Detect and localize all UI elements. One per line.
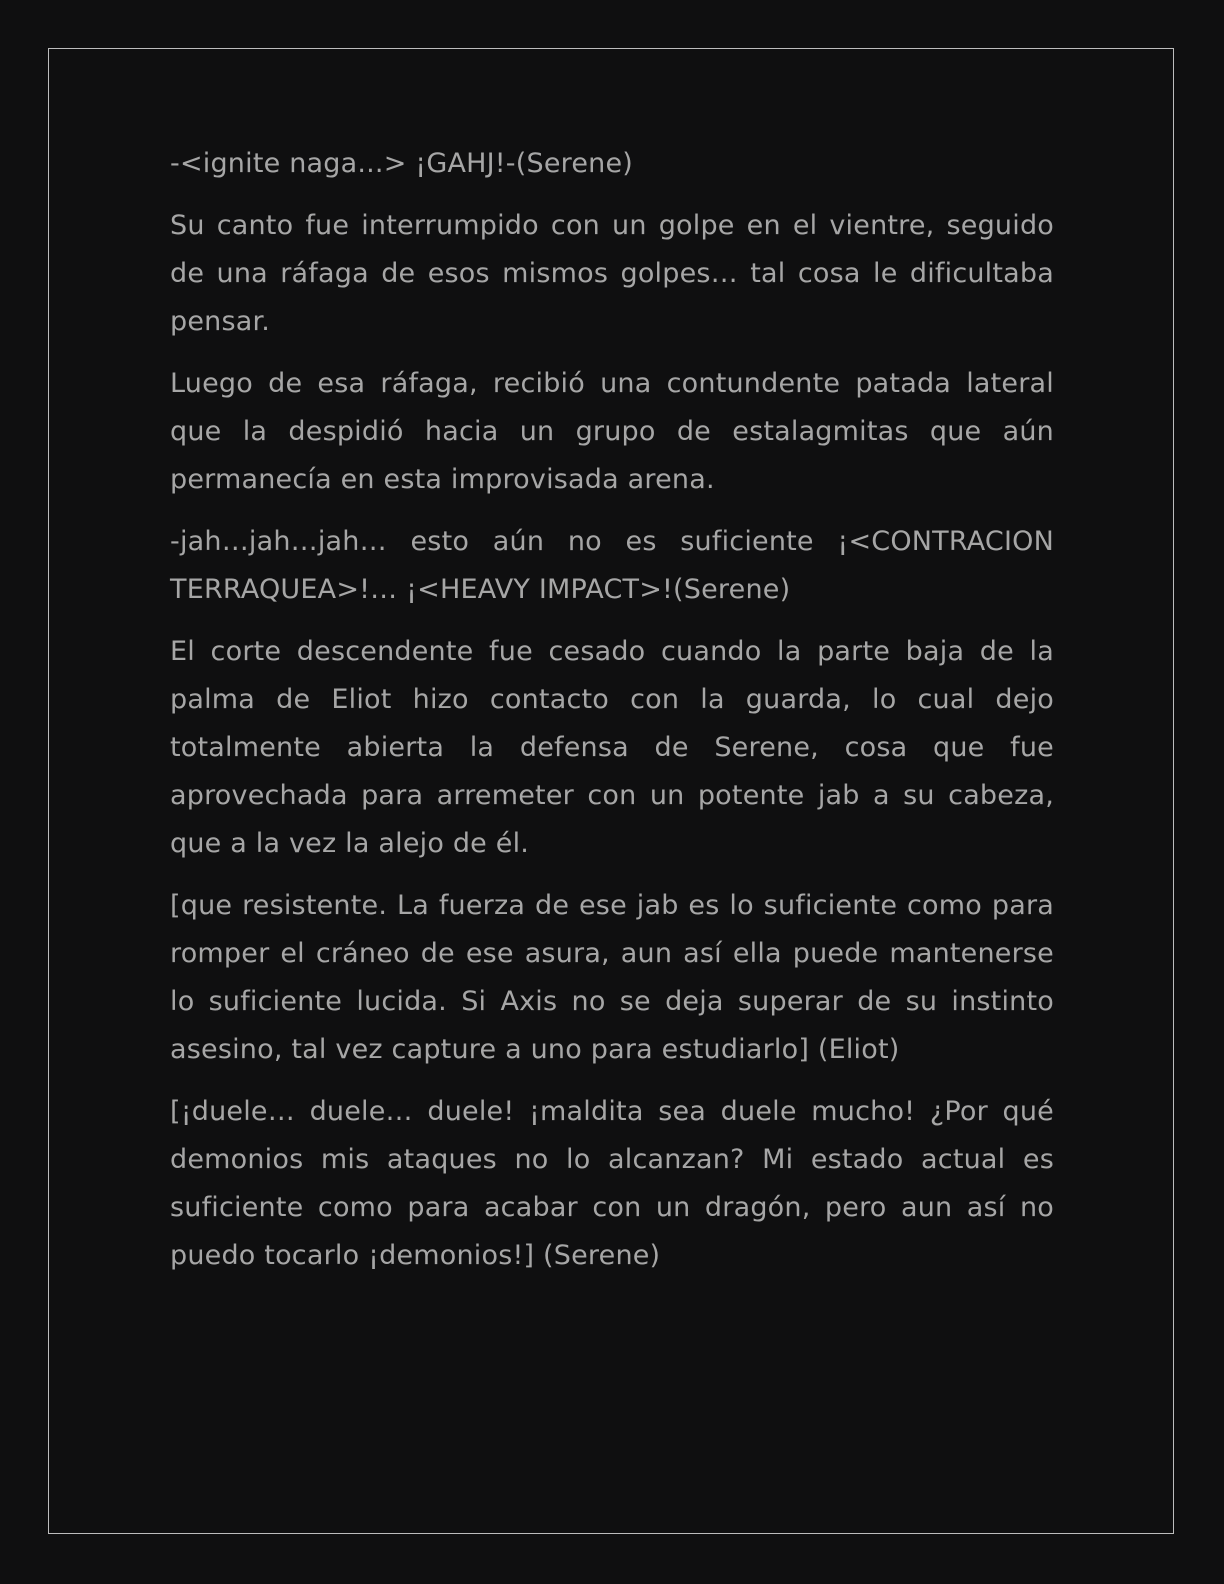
paragraph-1: -<ignite naga...> ¡GAHJ!-(Serene) (170, 148, 634, 179)
paragraph-3: Luego de esa ráfaga, recibió una contundente patada lateral que la despidió hacia un grupo de estalagmitas que aún permanecía en esta improvisada arena. (170, 368, 1054, 495)
paragraph-7: [¡duele… duele… duele! ¡maldita sea duele mucho! ¿Por qué demonios mis ataques no lo alcanzan? Mi estado actual es suficiente como para acabar con un dragón, pero aun así no puedo tocarlo ¡demonios!] (Serene) (170, 1096, 1054, 1271)
paragraph-2: Su canto fue interrumpido con un golpe en el vientre, seguido de una ráfaga de esos mismos golpes… tal cosa le dificultaba pensar. (170, 210, 1054, 337)
document-body (170, 140, 1054, 1294)
paragraph-6: [que resistente. La fuerza de ese jab es lo suficiente como para romper el cráneo de ese asura, aun así ella puede mantenerse lo suficiente lucida. Si Axis no se deja superar de su instinto asesino, tal vez capture a uno para estudiarlo] (Eliot) (170, 890, 1054, 1065)
paragraph-5: El corte descendente fue cesado cuando la parte baja de la palma de Eliot hizo contacto con la guarda, lo cual dejo totalmente abierta la defensa de Serene, cosa que fue aprovechada para arremeter con un potente jab a su cabeza, que a la vez la alejo de él. (170, 636, 1054, 859)
paragraph-4: -jah…jah…jah… esto aún no es suficiente ¡<CONTRACION TERRAQUEA>!… ¡<HEAVY IMPACT>!(Serene) (170, 526, 1054, 605)
